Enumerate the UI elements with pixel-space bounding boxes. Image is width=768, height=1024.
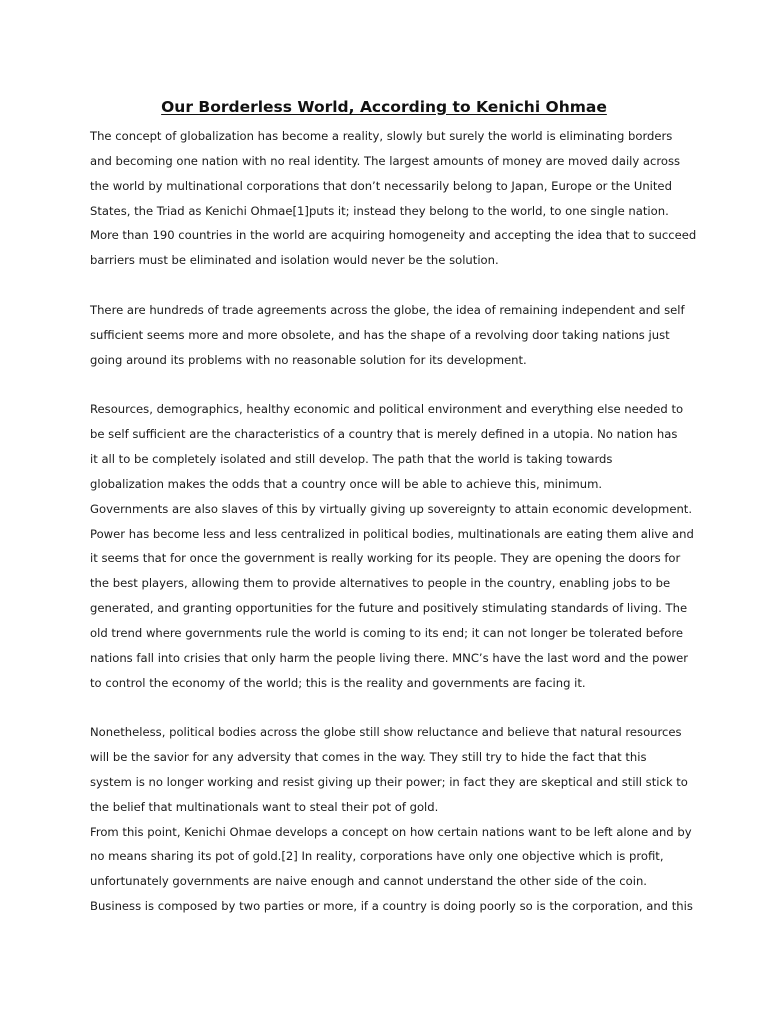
text-line: States, the Triad as Kenichi Ohmae[1]puts it; instead they belong to the world, to one single nation.: [90, 203, 669, 218]
document-title: Our Borderless World, According to Kenichi Ohmae: [161, 98, 607, 116]
text-line: Resources, demographics, healthy economic and political environment and everything else needed to: [90, 402, 684, 417]
text-line: going around its problems with no reasonable solution for its development.: [90, 352, 527, 367]
text-line: Business is composed by two parties or more, if a country is doing poorly so is the corporation, and this: [90, 899, 693, 914]
text-line: More than 190 countries in the world are acquiring homogeneity and accepting the idea that to succeed: [90, 228, 697, 243]
paragraph-gap: [90, 372, 690, 397]
text-line: will be the savior for any adversity that comes in the way. They still try to hide the fact that this: [90, 750, 647, 765]
text-line: the world by multinational corporations that don’t necessarily belong to Japan, Europe or the United: [90, 178, 672, 193]
text-line: Power has become less and less centralized in political bodies, multinationals are eating them alive and: [90, 526, 694, 541]
text-line: Nonetheless, political bodies across the globe still show reluctance and believe that natural resources: [90, 725, 682, 740]
text-line: no means sharing its pot of gold.[2] In reality, corporations have only one objective which is profit,: [90, 849, 664, 864]
text-line: sufficient seems more and more obsolete, and has the shape of a revolving door taking nations just: [90, 327, 670, 342]
text-line: unfortunately governments are naive enough and cannot understand the other side of the coin.: [90, 874, 647, 889]
text-line: nations fall into crisies that only harm the people living there. MNC’s have the last word and the power: [90, 650, 689, 665]
text-line: From this point, Kenichi Ohmae develops a concept on how certain nations want to be left alone and by: [90, 824, 692, 839]
text-line: be self sufficient are the characteristics of a country that is merely defined in a utopia. No nation has: [90, 427, 678, 442]
text-line: Governments are also slaves of this by virtually giving up sovereignty to attain economic development.: [90, 501, 693, 516]
text-line: The concept of globalization has become a reality, slowly but surely the world is eliminating borders: [90, 129, 673, 143]
paragraph-gap: [90, 695, 690, 720]
text-line: There are hundreds of trade agreements across the globe, the idea of remaining independent and self: [90, 302, 685, 317]
text-line: the best players, allowing them to provide alternatives to people in the country, enabling jobs to be: [90, 576, 671, 591]
text-line: globalization makes the odds that a country once will be able to achieve this, minimum.: [90, 476, 603, 491]
paragraph-gap: [90, 273, 690, 298]
text-line: it seems that for once the government is really working for its people. They are opening the doors for: [90, 551, 681, 566]
text-line: the belief that multinationals want to steal their pot of gold.: [90, 799, 439, 814]
text-line: it all to be completely isolated and still develop. The path that the world is taking towards: [90, 451, 613, 466]
text-line: system is no longer working and resist giving up their power; in fact they are skeptical and still stick to: [90, 774, 688, 789]
text-line: barriers must be eliminated and isolation would never be the solution.: [90, 253, 499, 268]
text-line: and becoming one nation with no real identity. The largest amounts of money are moved daily across: [90, 153, 681, 168]
text-line: to control the economy of the world; this is the reality and governments are facing it.: [90, 675, 586, 690]
text-line: old trend where governments rule the world is coming to its end; it can not longer be tolerated before: [90, 625, 684, 640]
document-body: [90, 124, 697, 919]
text-line: generated, and granting opportunities for the future and positively stimulating standards of living. The: [90, 601, 688, 616]
